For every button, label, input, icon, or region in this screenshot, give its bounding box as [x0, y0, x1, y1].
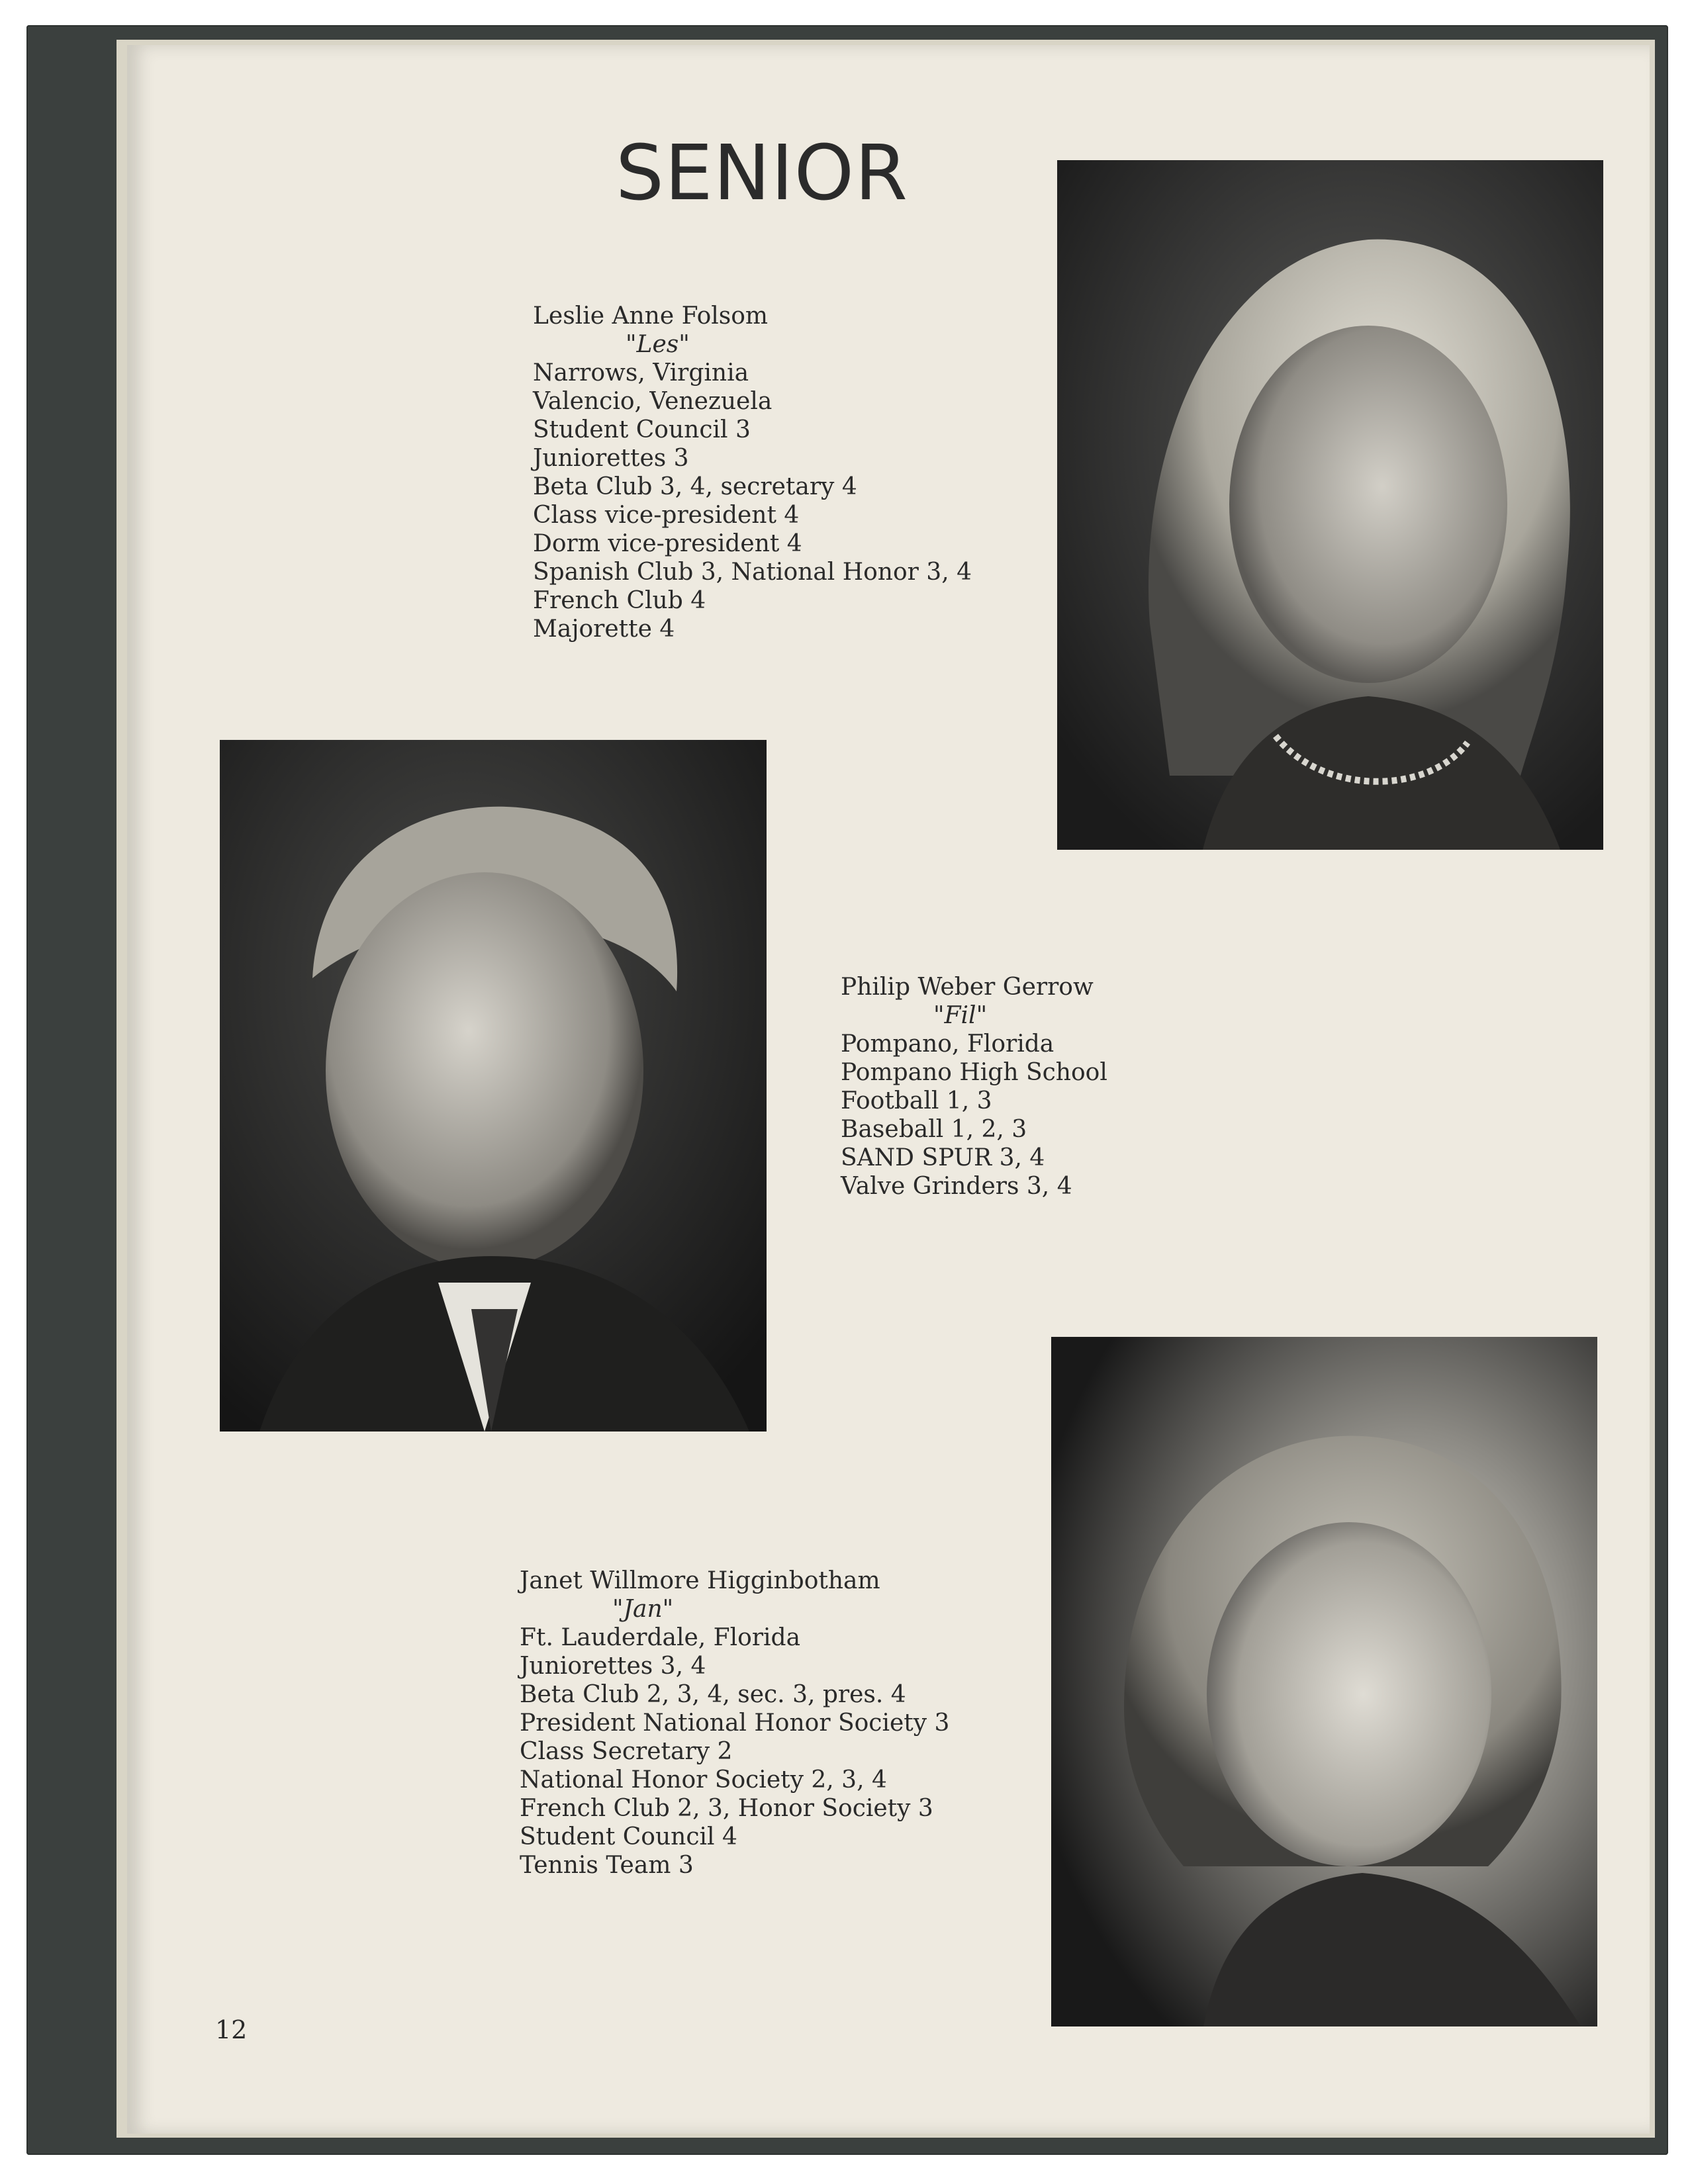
page-heading: SENIOR: [616, 129, 909, 218]
senior-detail: Baseball 1, 2, 3: [841, 1116, 1027, 1143]
senior-nickname: "Fil": [933, 1002, 988, 1029]
senior-detail: Juniorettes 3, 4: [520, 1653, 706, 1680]
portrait-image: [1051, 1337, 1597, 2026]
senior-detail: Beta Club 3, 4, secretary 4: [533, 473, 857, 500]
senior-detail: Spanish Club 3, National Honor 3, 4: [533, 559, 972, 586]
senior-detail: SAND SPUR 3, 4: [841, 1144, 1045, 1171]
senior-detail: French Club 2, 3, Honor Society 3: [520, 1795, 933, 1822]
senior-detail: Beta Club 2, 3, 4, sec. 3, pres. 4: [520, 1681, 906, 1708]
senior-detail: Valve Grinders 3, 4: [841, 1173, 1072, 1200]
senior-detail: Narrows, Virginia: [533, 359, 749, 387]
senior-name: Janet Willmore Higginbotham: [520, 1567, 880, 1594]
senior-nickname: "Jan": [612, 1596, 674, 1623]
senior-detail: Dorm vice-president 4: [533, 530, 802, 557]
senior-detail: Juniorettes 3: [533, 445, 689, 472]
portrait-photo-gerrow: [220, 740, 767, 1432]
senior-detail: Student Council 3: [533, 416, 751, 443]
senior-detail: Valencio, Venezuela: [533, 388, 773, 415]
portrait-image: [220, 740, 767, 1432]
senior-detail: Class Secretary 2: [520, 1738, 733, 1765]
senior-detail: Majorette 4: [533, 615, 675, 643]
portrait-image: [1057, 160, 1603, 850]
senior-detail: French Club 4: [533, 587, 706, 614]
senior-detail: Student Council 4: [520, 1823, 737, 1850]
senior-detail: Football 1, 3: [841, 1087, 992, 1115]
senior-detail: President National Honor Society 3: [520, 1709, 950, 1737]
senior-name: Philip Weber Gerrow: [841, 974, 1094, 1001]
senior-detail: Tennis Team 3: [520, 1852, 694, 1879]
senior-detail: National Honor Society 2, 3, 4: [520, 1766, 887, 1794]
portrait-photo-folsom: [1057, 160, 1603, 850]
senior-nickname: "Les": [626, 331, 690, 358]
senior-detail: Pompano High School: [841, 1059, 1107, 1086]
portrait-photo-higginbotham: [1051, 1337, 1597, 2026]
senior-detail: Pompano, Florida: [841, 1030, 1055, 1058]
senior-detail: Ft. Lauderdale, Florida: [520, 1624, 801, 1651]
page-number: 12: [215, 2015, 248, 2044]
senior-bio-gerrow: [841, 973, 1107, 1201]
senior-detail: Class vice-president 4: [533, 502, 800, 529]
senior-bio-higginbotham: [520, 1567, 949, 1880]
senior-name: Leslie Anne Folsom: [533, 302, 769, 330]
senior-bio-folsom: [533, 302, 972, 643]
